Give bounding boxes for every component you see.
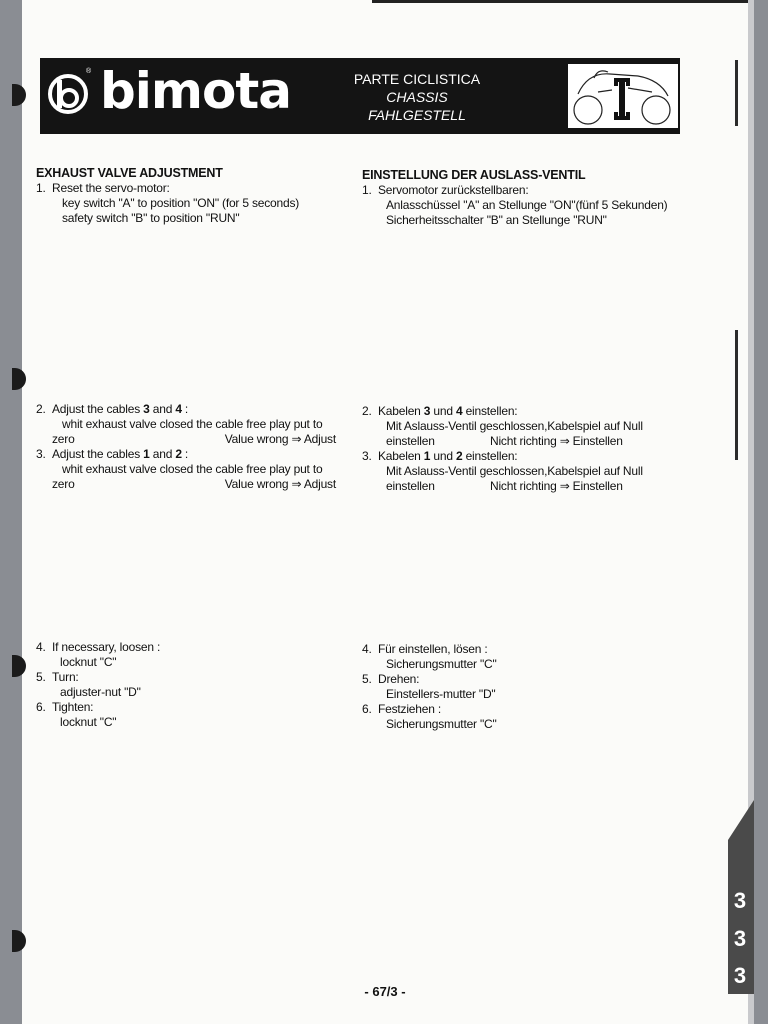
item-text (52, 402, 336, 417)
list-item (362, 183, 682, 228)
item-text-part: : (181, 402, 189, 416)
item-detail: einstellen (386, 479, 435, 493)
item-text: Servomotor zurückstellbaren: (378, 183, 529, 197)
item-number: 2. (362, 404, 372, 418)
item-detail: adjuster-nut "D" (60, 685, 141, 699)
cable-number: 2 (175, 447, 182, 461)
item-detail: zero (52, 432, 75, 446)
item-number: 2. (36, 402, 46, 416)
section-titles (332, 70, 502, 124)
item-text-part: Adjust the cables (52, 447, 144, 461)
binder-hole (12, 655, 26, 677)
item-detail: Mit Aslauss-Ventil geschlossen,Kabelspiel auf Null (386, 419, 643, 433)
item-text-part: Kabelen (378, 404, 424, 418)
item-detail: locknut "C" (60, 715, 117, 729)
item-text: Drehen: (378, 672, 420, 686)
item-detail: zero (52, 477, 75, 491)
left-cables-block (36, 402, 336, 492)
motorcycle-wrench-icon (568, 64, 678, 128)
cable-number: 1 (423, 449, 431, 463)
item-text-part: und (430, 449, 456, 463)
item-detail: locknut "C" (60, 655, 117, 669)
section-tab-number: 3 (733, 888, 747, 913)
item-text: Tighten: (52, 700, 94, 714)
value-check: Value wrong ⇒ Adjust (224, 477, 336, 491)
value-check-row (52, 432, 336, 447)
item-number: 1. (36, 181, 46, 195)
item-text-part: und (430, 404, 456, 418)
edge-mark (735, 330, 738, 460)
cable-number: 1 (143, 447, 150, 461)
item-text-part: einstellen: (462, 449, 518, 463)
item-text: If necessary, loosen : (52, 640, 161, 654)
page-number: - 67/3 - (364, 984, 406, 999)
title-english: CHASSIS (386, 89, 448, 105)
list-item (362, 404, 682, 449)
item-number: 3. (362, 449, 372, 463)
right-nut-block (362, 642, 682, 732)
value-check: Nicht richting ⇒ Einstellen (490, 434, 623, 448)
list-item (36, 640, 336, 670)
list-item (36, 181, 336, 226)
binder-hole (12, 368, 26, 390)
item-detail: Anlasschüssel "A" an Stellunge "ON"(fünf 5 Sekunden) (386, 198, 668, 212)
item-detail: Einstellers-mutter "D" (386, 687, 496, 701)
value-check: Nicht richting ⇒ Einstellen (490, 479, 623, 493)
item-number: 6. (36, 700, 46, 714)
item-text (378, 404, 682, 419)
list-item (362, 702, 682, 732)
item-detail: key switch "A" to position "ON" (for 5 seconds) (62, 196, 300, 210)
item-detail: Sicherungsmutter "C" (386, 657, 497, 671)
item-text-part: Adjust the cables (52, 402, 144, 416)
title-italian: PARTE CICLISTICA (353, 71, 481, 87)
top-rule (372, 0, 748, 3)
section-tab-number: 3 (733, 963, 747, 988)
item-detail: einstellen (386, 434, 435, 448)
cable-number: 2 (455, 449, 463, 463)
cable-number: 3 (143, 402, 150, 416)
item-text-part: and (149, 402, 176, 416)
cable-number: 4 (175, 402, 182, 416)
edge-mark (735, 60, 738, 126)
item-number: 1. (362, 183, 372, 197)
list-item (362, 642, 682, 672)
item-detail: Mit Aslauss-Ventil geschlossen,Kabelspiel auf Null (386, 464, 643, 478)
heading-de: EINSTELLUNG DER AUSLASS-VENTIL (362, 168, 586, 182)
heading-en: EXHAUST VALVE ADJUSTMENT (36, 166, 223, 180)
item-text (52, 447, 336, 462)
value-check-row (378, 479, 682, 494)
item-number: 6. (362, 702, 372, 716)
header-band (40, 58, 680, 134)
right-cables-block (362, 404, 682, 494)
left-intro-block (36, 166, 336, 226)
bimota-logo-icon (48, 74, 88, 114)
value-check: Value wrong ⇒ Adjust (224, 432, 336, 446)
title-german: FAHLGESTELL (368, 107, 466, 123)
value-check-row (378, 434, 682, 449)
cable-number: 4 (455, 404, 463, 418)
right-intro-block (362, 168, 682, 228)
binder-hole (12, 84, 26, 106)
item-text: Reset the servo-motor: (52, 181, 170, 195)
item-detail: safety switch "B" to position "RUN" (62, 211, 240, 225)
item-number: 5. (36, 670, 46, 684)
item-number: 4. (36, 640, 46, 654)
list-item (36, 447, 336, 492)
list-item (362, 449, 682, 494)
manual-page (22, 0, 748, 1024)
item-text-part: and (149, 447, 176, 461)
item-text-part: einstellen: (462, 404, 518, 418)
registered-mark-icon: ® (86, 68, 92, 75)
item-number: 4. (362, 642, 372, 656)
item-text: Für einstellen, lösen : (378, 642, 488, 656)
binder-hole (12, 930, 26, 952)
section-tab-number: 3 (733, 926, 747, 951)
left-nut-block (36, 640, 336, 730)
list-item (36, 670, 336, 700)
item-text (378, 449, 682, 464)
item-detail: Sicherheitsschalter "B" an Stellunge "RUN" (386, 213, 607, 227)
value-check-row (52, 477, 336, 492)
item-number: 3. (36, 447, 46, 461)
brand-wordmark: bimota (100, 62, 292, 120)
list-item (36, 402, 336, 447)
list-item (36, 700, 336, 730)
item-detail: Sicherungsmutter "C" (386, 717, 497, 731)
item-text-part: : (181, 447, 189, 461)
item-text: Festziehen : (378, 702, 441, 716)
list-item (362, 672, 682, 702)
cable-number: 3 (423, 404, 431, 418)
item-detail: whit exhaust valve closed the cable free play put to (62, 417, 323, 431)
item-detail: whit exhaust valve closed the cable free play put to (62, 462, 323, 476)
item-number: 5. (362, 672, 372, 686)
item-text-part: Kabelen (378, 449, 424, 463)
item-text: Turn: (52, 670, 79, 684)
